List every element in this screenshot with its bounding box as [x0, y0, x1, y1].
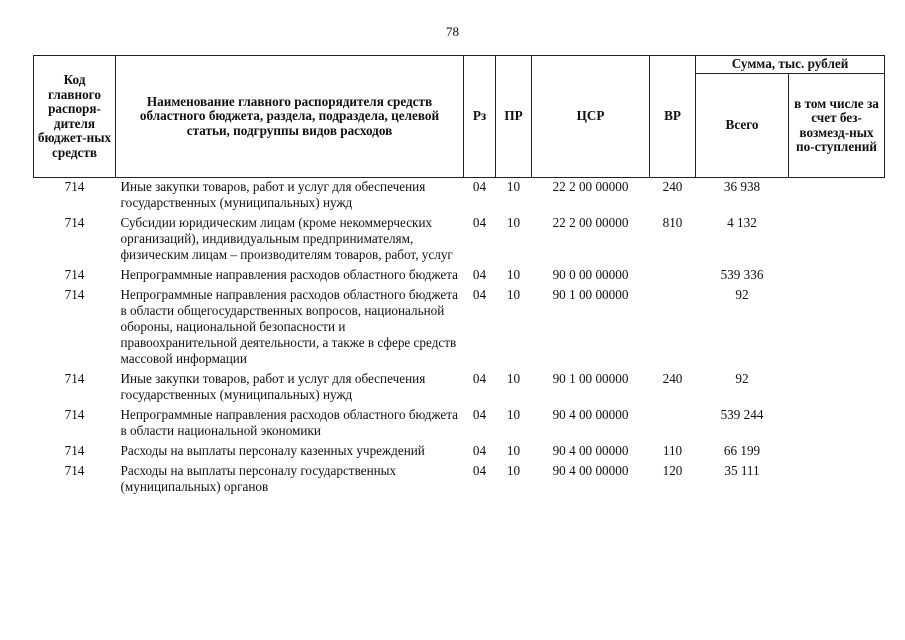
cell-gratuitous — [789, 267, 885, 287]
cell-pr: 10 — [506, 267, 521, 282]
cell-gratuitous — [789, 178, 885, 216]
cell-pr: 10 — [506, 371, 521, 386]
cell-total: 92 — [735, 287, 749, 302]
table-row — [34, 463, 885, 499]
header-csr: ЦСР — [532, 56, 650, 178]
cell-csr: 90 4 00 00000 — [552, 407, 629, 422]
table-row — [34, 267, 885, 287]
cell-total: 35 111 — [724, 463, 760, 478]
table-body — [34, 178, 885, 500]
cell-total: 4 132 — [727, 215, 757, 230]
cell-vr — [650, 407, 696, 443]
header-pr: ПР — [496, 56, 532, 178]
cell-pr: 10 — [506, 179, 521, 194]
cell-code: 714 — [64, 371, 85, 386]
cell-pr: 10 — [506, 463, 521, 478]
cell-total: 66 199 — [723, 443, 761, 458]
cell-csr: 90 1 00 00000 — [552, 371, 629, 386]
cell-rz: 04 — [472, 443, 487, 458]
cell-gratuitous — [789, 443, 885, 463]
header-total: Всего — [696, 74, 789, 178]
cell-name: Расходы на выплаты персоналу казенных учреждений — [120, 443, 425, 458]
cell-code: 714 — [64, 179, 85, 194]
cell-vr — [650, 287, 696, 371]
table-row — [34, 371, 885, 407]
cell-name: Непрограммные направления расходов областного бюджета в области национальной экономики — [120, 407, 459, 438]
cell-pr: 10 — [506, 407, 521, 422]
cell-rz: 04 — [472, 215, 487, 230]
cell-code: 714 — [64, 463, 85, 478]
table-header — [34, 56, 885, 178]
cell-csr: 90 0 00 00000 — [552, 267, 629, 282]
cell-csr: 90 1 00 00000 — [552, 287, 629, 302]
table-row — [34, 215, 885, 267]
cell-rz: 04 — [472, 179, 487, 194]
header-vr: ВР — [650, 56, 696, 178]
cell-gratuitous — [789, 287, 885, 371]
cell-rz: 04 — [472, 267, 487, 282]
cell-csr: 22 2 00 00000 — [552, 215, 629, 230]
cell-name: Субсидии юридическим лицам (кроме некоммерческих организаций), индивидуальным предпринимателям, физическим лицам – производителям товаров, работ, услуг — [120, 215, 453, 262]
cell-pr: 10 — [506, 443, 521, 458]
cell-vr: 240 — [662, 179, 683, 194]
cell-gratuitous — [789, 463, 885, 499]
cell-code: 714 — [64, 267, 85, 282]
page-number: 78 — [446, 24, 459, 39]
budget-table — [33, 55, 885, 499]
cell-total: 92 — [735, 371, 749, 386]
cell-rz: 04 — [472, 407, 487, 422]
cell-name: Непрограммные направления расходов областного бюджета — [120, 267, 459, 282]
cell-total: 539 244 — [720, 407, 764, 422]
cell-total: 539 336 — [720, 267, 764, 282]
cell-name: Расходы на выплаты персоналу государственных (муниципальных) органов — [120, 463, 397, 494]
cell-vr: 110 — [662, 443, 683, 458]
header-name: Наименование главного распорядителя средств областного бюджета, раздела, подраздела, целевой статьи, подгруппы видов расходов — [116, 56, 464, 178]
table-row — [34, 287, 885, 371]
cell-csr: 90 4 00 00000 — [552, 463, 629, 478]
cell-pr: 10 — [506, 215, 521, 230]
cell-gratuitous — [789, 371, 885, 407]
cell-name: Иные закупки товаров, работ и услуг для обеспечения государственных (муниципальных) нужд — [120, 179, 426, 210]
table-row — [34, 407, 885, 443]
cell-pr: 10 — [506, 287, 521, 302]
cell-vr — [650, 267, 696, 287]
cell-vr: 120 — [662, 463, 683, 478]
header-rz: Рз — [464, 56, 496, 178]
cell-csr: 90 4 00 00000 — [552, 443, 629, 458]
cell-code: 714 — [64, 443, 85, 458]
cell-vr: 240 — [662, 371, 683, 386]
cell-vr: 810 — [662, 215, 683, 230]
header-sum-group: Сумма, тыс. рублей — [696, 56, 885, 74]
cell-code: 714 — [64, 407, 85, 422]
header-gratuitous: в том числе за счет без-возмезд-ных по-ступлений — [789, 74, 885, 178]
table-row — [34, 443, 885, 463]
cell-name: Иные закупки товаров, работ и услуг для обеспечения государственных (муниципальных) нужд — [120, 371, 426, 402]
cell-gratuitous — [789, 407, 885, 443]
table-row — [34, 178, 885, 216]
cell-rz: 04 — [472, 371, 487, 386]
cell-code: 714 — [64, 287, 85, 302]
cell-rz: 04 — [472, 287, 487, 302]
cell-rz: 04 — [472, 463, 487, 478]
header-code: Код главного распоря-дителя бюджет-ных средств — [34, 56, 116, 178]
cell-name: Непрограммные направления расходов областного бюджета в области общегосударственных вопросов, национальной обороны, национальной безопасности и правоохранительной деятельности, а также в сфере средств массовой информации — [120, 287, 459, 366]
cell-total: 36 938 — [723, 179, 761, 194]
cell-csr: 22 2 00 00000 — [552, 179, 629, 194]
cell-gratuitous — [789, 215, 885, 267]
cell-code: 714 — [64, 215, 85, 230]
